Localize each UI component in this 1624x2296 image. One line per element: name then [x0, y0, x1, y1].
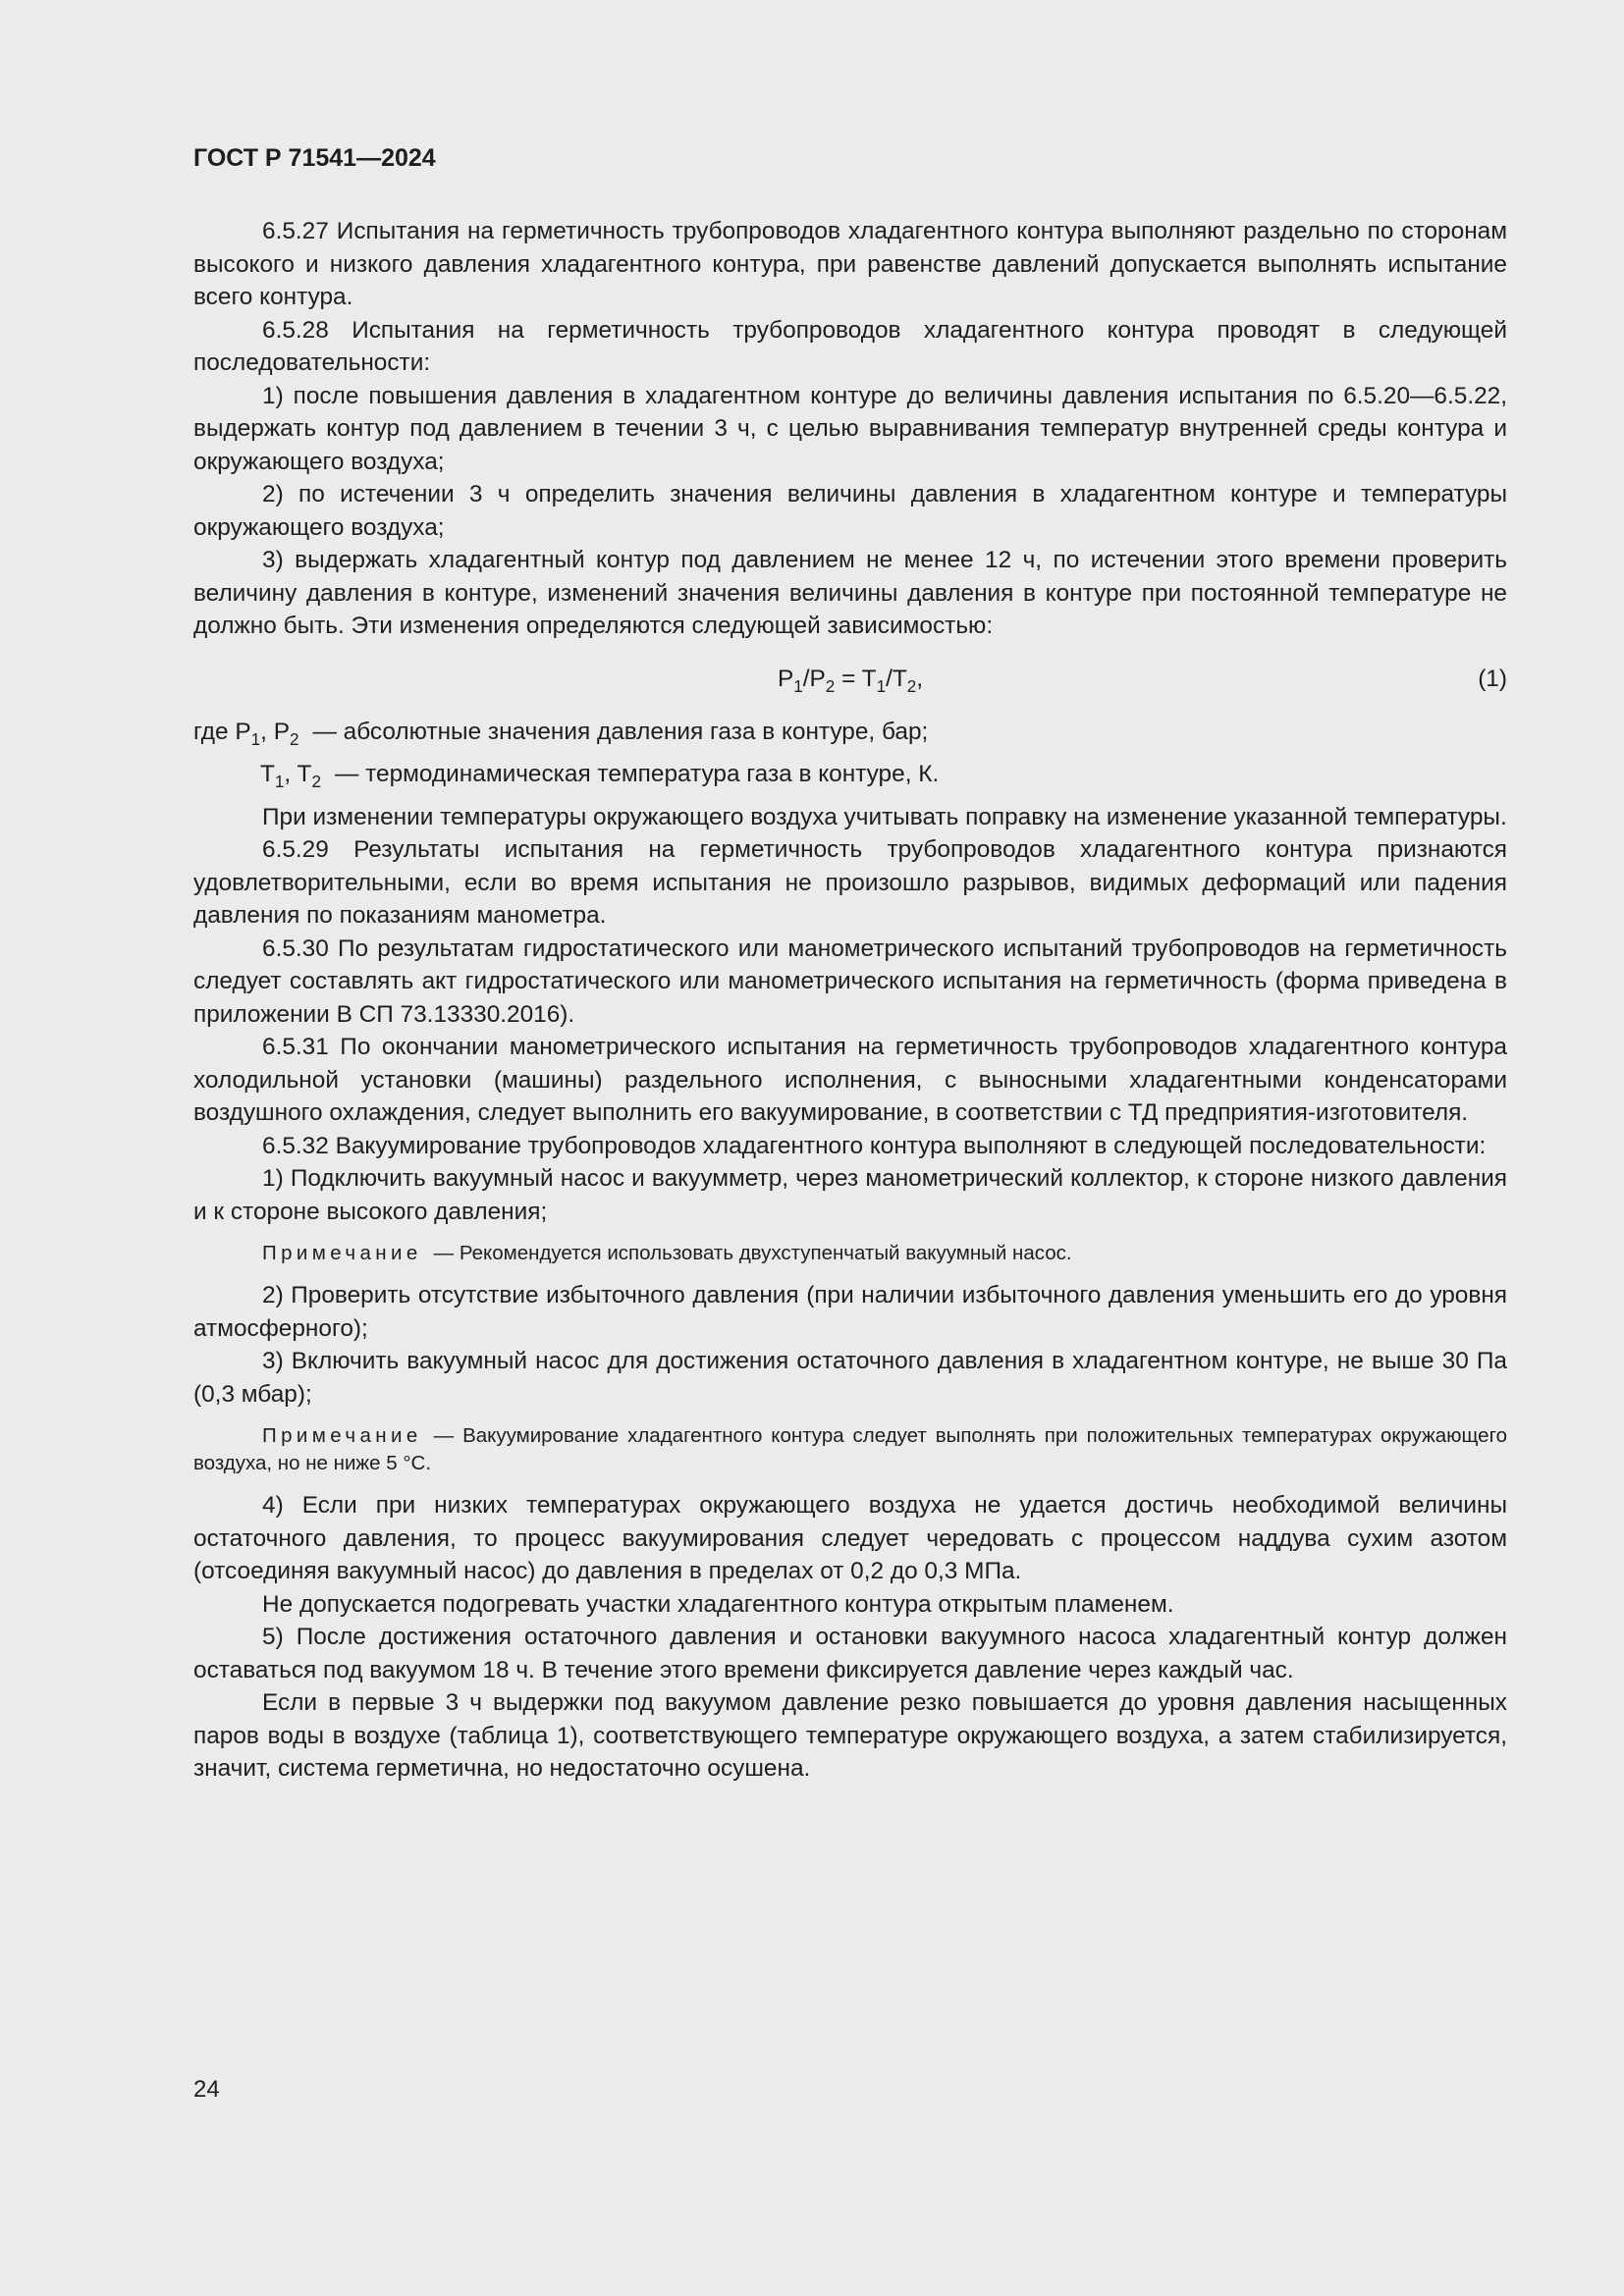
vacuum-step-1: 1) Подключить вакуумный насос и вакуумметр, через манометрический коллектор, к стороне низкого давления и к стороне высокого давления;: [193, 1165, 1507, 1225]
paragraph-6-5-27: 6.5.27 Испытания на герметичность трубопроводов хладагентного контура выполняют раздельно по сторонам высокого и низкого давления хладагентного контура, при равенстве давлений допускается выполнять испытание всего контура.: [193, 218, 1507, 310]
vacuum-step-3: 3) Включить вакуумный насос для достижения остаточного давления в хладагентном контуре, не выше 30 Па (0,3 мбар);: [193, 1348, 1507, 1408]
paragraph-6-5-31: 6.5.31 По окончании манометрического испытания на герметичность трубопроводов хладагентного контура холодильной установки (машины) раздельного исполнения, с выносными хладагентными конденсаторами воздушного охлаждения, следует выполнить его вакуумирование, в соответствии с ТД предприятия-изготовителя.: [193, 1034, 1507, 1126]
list-item-3: 3) выдержать хладагентный контур под давлением не менее 12 ч, по истечении этого времени проверить величину давления в контуре, изменений значения величины давления в контуре при постоянной температуре не должно быть. Эти изменения определяются следующей зависимостью:: [193, 547, 1507, 639]
vacuum-step-5: 5) После достижения остаточного давления и остановки вакуумного насоса хладагентный контур должен оставаться под вакуумом 18 ч. В течение этого времени фиксируется давление через каждый час.: [193, 1624, 1507, 1683]
note-text: — Вакуумирование хладагентного контура следует выполнять при положительных температурах окружающего воздуха, но не ниже 5 °С.: [193, 1424, 1507, 1474]
page-number: 24: [193, 2076, 220, 2103]
vacuum-step-2: 2) Проверить отсутствие избыточного давления (при наличии избыточного давления уменьшить его до уровня атмосферного);: [193, 1282, 1507, 1342]
where-symbols-temperature: $T_1$, $T_2$: [260, 761, 321, 791]
where-definition-temperature: — термодинамическая температура газа в контуре, К.: [334, 761, 940, 787]
where-row-pressure: [193, 716, 1507, 749]
note-label: Примечание: [262, 1424, 422, 1447]
where-row-temperature: [193, 758, 1507, 791]
paragraph-6-5-30: 6.5.30 По результатам гидростатического или манометрического испытаний трубопроводов на герметичность следует составлять акт гидростатического или манометрического испытания на герметичность (форма приведена в приложении В СП 73.13330.2016).: [193, 934, 1507, 1028]
formula-1: [193, 663, 1507, 696]
paragraph-6-5-29: 6.5.29 Результаты испытания на герметичность трубопроводов хладагентного контура признаются удовлетворительными, если во время испытания не произошло разрывов, видимых деформаций или падения давления по показаниям манометра.: [193, 836, 1507, 929]
paragraph-pressure-rise: Если в первые 3 ч выдержки под вакуумом давление резко повышается до уровня давления насыщенных паров воды в воздухе (таблица 1), соответствующего температуре окружающего воздуха, а затем стабилизируется, значит, система герметична, но недостаточно осушена.: [193, 1689, 1507, 1782]
document-header: ГОСТ Р 71541—2024: [193, 144, 436, 172]
list-item-1: 1) после повышения давления в хладагентном контуре до величины давления испытания по 6.5.20—6.5.22, выдержать контур под давлением в течении 3 ч, с целью выравнивания температур внутренней среды контура и окружающего воздуха;: [193, 382, 1507, 475]
vacuum-step-4: 4) Если при низких температурах окружающего воздуха не удается достичь необходимой величины остаточного давления, то процесс вакуумирования следует чередовать с процессом наддува сухим азотом (отсоединяя вакуумный насос) до давления в пределах от 0,2 до 0,3 МПа.: [193, 1492, 1507, 1584]
formula-expression: $P_1/P_2 = T_1/T_2$,: [777, 665, 924, 696]
list-item-2: 2) по истечении 3 ч определить значения величины давления в хладагентном контуре и температуры окружающего воздуха;: [193, 481, 1507, 541]
paragraph-6-5-32: 6.5.32 Вакуумирование трубопроводов хладагентного контура выполняют в следующей последовательности:: [262, 1132, 1487, 1159]
where-definition-pressure: — абсолютные значения давления газа в контуре, бар;: [312, 718, 929, 745]
note-vacuum-temperature: [193, 1422, 1507, 1477]
document-page: [193, 143, 1507, 1786]
paragraph-6-5-28: 6.5.28 Испытания на герметичность трубопроводов хладагентного контура проводят в следующей последовательности:: [193, 316, 1507, 376]
note-vacuum-pump: [193, 1240, 1507, 1267]
paragraph-no-open-flame: Не допускается подогревать участки хладагентного контура открытым пламенем.: [262, 1590, 1174, 1618]
paragraph-temperature-correction: При изменении температуры окружающего воздуха учитывать поправку на изменение указанной температуры.: [262, 803, 1507, 830]
formula-number: (1): [1478, 665, 1507, 692]
where-symbols-pressure: где $P_1$, $P_2$: [193, 718, 299, 749]
note-text: — Рекомендуется использовать двухступенчатый вакуумный насос.: [433, 1242, 1072, 1264]
note-label: Примечание: [262, 1242, 422, 1264]
